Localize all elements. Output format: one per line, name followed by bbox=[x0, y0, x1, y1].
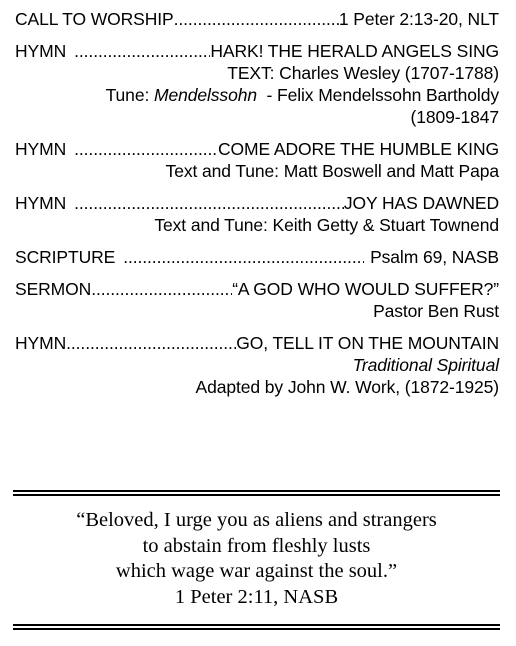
sermon-block bbox=[15, 278, 499, 322]
hymn-block-3 bbox=[15, 192, 499, 236]
hymn-title: COME ADORE THE HUMBLE KING bbox=[217, 139, 499, 159]
hymn-label: HYMN bbox=[15, 139, 67, 159]
hymn-row bbox=[15, 40, 499, 62]
dot-leader bbox=[66, 332, 236, 354]
hymn-title: JOY HAS DAWNED bbox=[343, 193, 499, 213]
tune-prefix: Tune: bbox=[105, 85, 154, 105]
hymn-title: HARK! THE HERALD ANGELS SING bbox=[210, 41, 499, 61]
scripture-label: SCRIPTURE bbox=[15, 247, 116, 267]
hymn-label: HYMN bbox=[15, 41, 67, 61]
scripture-reference: Psalm 69, NASB bbox=[370, 247, 499, 267]
hymn-row bbox=[15, 332, 499, 354]
double-rule-divider bbox=[13, 624, 500, 630]
quote-line: “Beloved, I urge you as aliens and strangers bbox=[76, 509, 437, 531]
tune-name: Mendelssohn bbox=[153, 85, 257, 105]
dot-leader bbox=[74, 192, 344, 214]
sermon-title: “A GOD WHO WOULD SUFFER?” bbox=[232, 279, 499, 299]
double-rule-divider bbox=[13, 490, 500, 496]
quote-reference: 1 Peter 2:11, NASB bbox=[174, 585, 339, 608]
call-to-worship-row bbox=[15, 8, 499, 30]
sermon-row bbox=[15, 278, 499, 300]
quote-line: which wage war against the soul.” bbox=[115, 560, 398, 582]
order-of-worship bbox=[15, 8, 499, 398]
hymn-block-1 bbox=[15, 40, 499, 128]
dot-leader bbox=[74, 40, 210, 62]
hymn-row bbox=[15, 192, 499, 214]
hymn-source: Traditional Spiritual bbox=[352, 355, 499, 375]
tune-composer: - Felix Mendelssohn Bartholdy bbox=[256, 85, 499, 105]
hymn-row bbox=[15, 138, 499, 160]
hymn-block-2 bbox=[15, 138, 499, 182]
sermon-label: SERMON bbox=[15, 279, 92, 299]
hymn-tune-years: (1809-1847 bbox=[410, 107, 499, 127]
dot-leader bbox=[74, 138, 218, 160]
hymn-label: HYMN bbox=[15, 333, 67, 353]
hymn-tune-credit bbox=[15, 84, 499, 106]
hymn-credit: Text and Tune: Keith Getty & Stuart Townend bbox=[154, 215, 499, 235]
call-to-worship-label: CALL TO WORSHIP bbox=[15, 9, 174, 29]
dot-leader bbox=[91, 278, 232, 300]
dot-leader bbox=[174, 8, 339, 30]
scripture-quote bbox=[13, 508, 500, 610]
hymn-adapted-credit: Adapted by John W. Work, (1872-1925) bbox=[195, 377, 499, 397]
dot-leader bbox=[123, 246, 364, 268]
quote-line: to abstain from fleshly lusts bbox=[142, 534, 371, 557]
hymn-credit: Text and Tune: Matt Boswell and Matt Papa bbox=[165, 161, 499, 181]
call-to-worship-reference: 1 Peter 2:13-20, NLT bbox=[338, 9, 499, 29]
hymn-label: HYMN bbox=[15, 193, 67, 213]
scripture-row bbox=[15, 246, 499, 268]
hymn-title: GO, TELL IT ON THE MOUNTAIN bbox=[236, 333, 499, 353]
hymn-text-credit: TEXT: Charles Wesley (1707-1788) bbox=[227, 63, 499, 83]
hymn-block-4 bbox=[15, 332, 499, 398]
sermon-preacher: Pastor Ben Rust bbox=[373, 301, 499, 321]
